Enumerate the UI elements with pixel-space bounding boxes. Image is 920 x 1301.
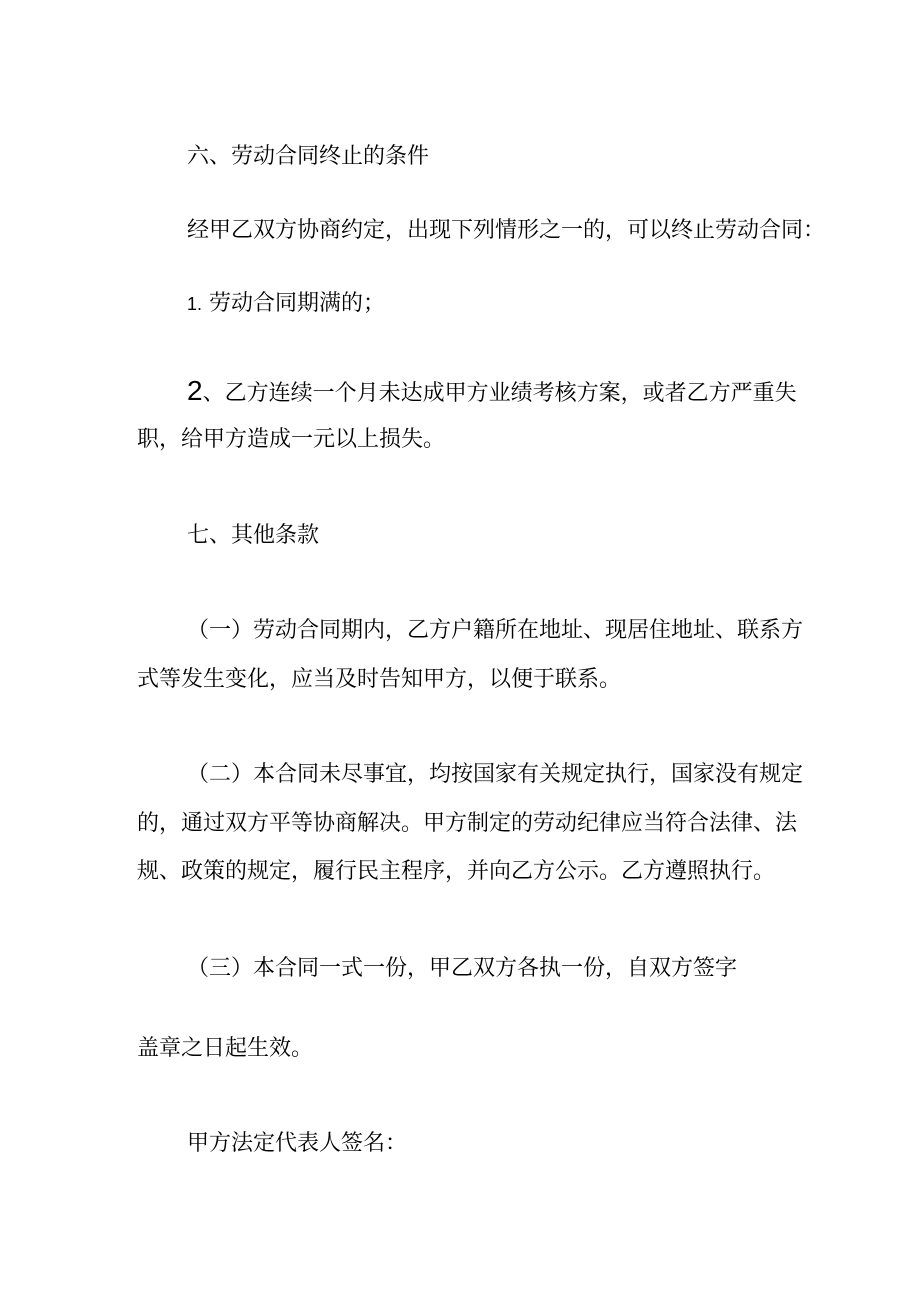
clause-2-line1: （二）本合同未尽事宜，均按国家有关规定执行，国家没有规定 <box>187 762 804 787</box>
clause-1-line1: （一）劳动合同期内，乙方户籍所在地址、现居住地址、联系方 <box>187 618 804 643</box>
section6-intro: 经甲乙双方协商约定，出现下列情形之一的，可以终止劳动合同： <box>187 218 826 243</box>
section7-heading: 七、其他条款 <box>187 523 320 548</box>
item-text: 劳动合同期满的； <box>209 291 386 316</box>
termination-item-2-line2: 职，给甲方造成一元以上损失。 <box>137 427 446 452</box>
termination-item-2-line1 <box>187 375 797 410</box>
clause-2-line2: 的，通过双方平等协商解决。甲方制定的劳动纪律应当符合法律、法 <box>137 811 798 836</box>
termination-item-1 <box>187 288 385 320</box>
clause-2-line3: 规、政策的规定，履行民主程序，并向乙方公示。乙方遵照执行。 <box>137 859 776 884</box>
item-number: 1. <box>187 294 203 314</box>
item-text: 、乙方连续一个月未达成甲方业绩考核方案，或者乙方严重失 <box>202 381 797 406</box>
signature-label: 甲方法定代表人签名： <box>187 1131 408 1156</box>
clause-3-line2: 盖章之日起生效。 <box>137 1036 314 1061</box>
clause-1-line2: 式等发生变化，应当及时告知甲方，以便于联系。 <box>137 667 622 692</box>
clause-3-line1: （三）本合同一式一份，甲乙双方各执一份，自双方签字 <box>187 956 738 981</box>
section6-heading: 六、劳动合同终止的条件 <box>187 144 430 169</box>
item-number: 2 <box>187 375 203 406</box>
